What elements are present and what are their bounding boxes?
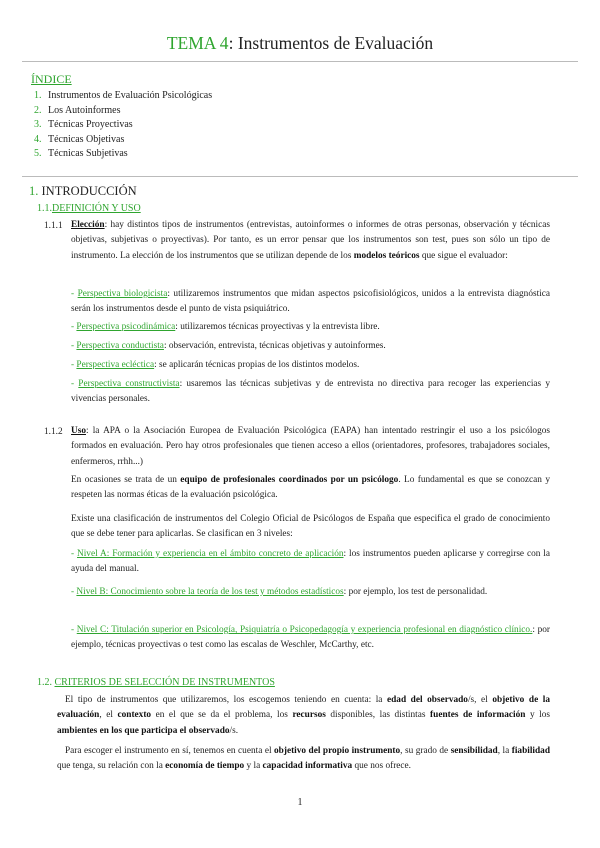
item-number: 1.1.1	[44, 221, 63, 231]
paragraph-criterios	[57, 693, 550, 739]
index-item[interactable]: 3. Técnicas Proyectivas	[34, 119, 133, 131]
bold-term: capacidad informativa	[262, 761, 353, 772]
paragraph-clasificacion: Existe una clasificación de instrumentos del Colegio Oficial de Psicólogos de España que especifica el grado de conocimiento que se debe tener para aplicarlas. Se clasifican en 3 niveles:	[71, 514, 550, 540]
text-run: Para escoger el instrumento en sí, tenemos en cuenta el	[65, 746, 275, 756]
index-list	[34, 89, 212, 162]
bold-term: objetivo del propio instrumento	[274, 746, 401, 756]
text-run: El tipo de instrumentos que utilizaremos, los escogemos teniendo en cuenta: la	[65, 695, 387, 705]
text-run: /s.	[229, 725, 239, 736]
index-item[interactable]: 1. Instrumentos de Evaluación Psicológicas	[34, 90, 213, 101]
bold-term: recursos	[292, 710, 326, 721]
bold-term: contexto	[117, 710, 152, 721]
paragraph-uso: Uso: la APA o la Asociación Europea de Evaluación Psicológica (EAPA) han intentado restringir el uso a los psicólogos formados en evaluación. Pero hay otros profesionales que tienen acceso a ellos (orientadores, profesores, trabajadores sociales, enfermeros, rrhh...)	[71, 426, 550, 467]
level-item: - Nivel B: Conocimiento sobre la teoría de los test y métodos estadísticos: por ejemplo, los test de personalidad.	[71, 587, 488, 597]
text-run: en el que se da el problema, los	[151, 710, 293, 721]
bold-term: objetivo de la evaluación	[57, 695, 550, 721]
bold-term: economía de tiempo	[165, 761, 245, 772]
paragraph-eleccion: Elección: hay distintos tipos de instrumentos (entrevistas, autoinformes o informes de otras personas, observación y técnicas objetivas, subjetivas o proyectivas). Por tanto, es un error pensar que los instrumentos son test, pues son sólo un tipo de instrumento. La elección de los instrumentos que se utilizan depende de los modelos teóricos que sigue el evaluador:	[71, 220, 550, 261]
paragraph-equipo: En ocasiones se trata de un equipo de profesionales coordinados por un psicólogo. Lo fundamental es que se conozcan y respeten las normas éticas de la evaluación psicológica.	[71, 475, 550, 501]
text-run: y la	[244, 761, 263, 772]
bold-term: ambientes en los que participa el observado	[57, 725, 230, 736]
bold-term: edad del observado	[387, 695, 468, 705]
bullet-item: - Perspectiva biologicista: utilizaremos instrumentos que midan aspectos psicofisiológicos, unidos a la entrevista diagnóstica serán los instrumentos desde el punto de vista psiquiátrico.	[71, 289, 551, 315]
text-run: , la	[497, 746, 512, 756]
index-item[interactable]: 4. Técnicas Objetivas	[34, 133, 125, 145]
index-heading[interactable]: ÍNDICE	[31, 72, 72, 86]
index-item[interactable]: 2. Los Autoinformes	[34, 104, 121, 116]
title-rest: Instrumentos de Evaluación	[233, 33, 434, 53]
subsection-heading-1-1: 1.1.DEFINICIÓN Y USO	[37, 203, 141, 214]
text-run: disponibles, las distintas	[325, 710, 431, 721]
text-run: y los	[525, 710, 551, 721]
section-heading: 1. INTRODUCCIÓN	[29, 184, 137, 198]
index-item[interactable]: 5. Técnicas Subjetivas	[34, 148, 128, 160]
bullet-item: - Perspectiva ecléctica: se aplicarán técnicas propias de los distintos modelos.	[71, 360, 360, 370]
title-tema: TEMA 4	[166, 33, 229, 53]
page-title	[0, 33, 600, 54]
index-divider	[22, 176, 578, 177]
bold-term: fuentes de información	[430, 710, 526, 721]
level-item: - Nivel A: Formación y experiencia en el ámbito concreto de aplicación: los instrumentos pueden aplicarse y corregirse con la ayuda del manual.	[71, 549, 550, 575]
text-run: /s, el	[467, 695, 493, 705]
bullet-item: - Perspectiva constructivista: usaremos las técnicas subjetivas y de entrevista no directiva para recoger las experiencias y vivencias personales.	[71, 379, 550, 405]
level-item: - Nivel C: Titulación superior en Psicología, Psiquiatría o Psicopedagogía y experiencia profesional en diagnóstico clínico.: por ejemplo, técnicas proyectivas o test como las escalas de Weschler, McCarthy, etc.	[71, 625, 550, 651]
page-number: 1	[297, 797, 303, 808]
title-colon: :	[228, 33, 234, 53]
bold-term: fiabilidad	[511, 746, 550, 756]
text-run: que tenga, su relación con la	[57, 761, 166, 772]
title-divider	[22, 61, 578, 62]
bold-term: sensibilidad	[450, 746, 498, 756]
item-number: 1.1.2	[44, 427, 63, 437]
text-run: , el	[99, 710, 118, 721]
bullet-item: - Perspectiva conductista: observación, entrevista, técnicas objetivas y autoinformes.	[71, 341, 386, 351]
text-run: , su grado de	[400, 746, 451, 756]
bullet-item: - Perspectiva psicodinámica: utilizaremos técnicas proyectivas y la entrevista libre.	[71, 322, 380, 332]
subsection-heading-1-2: 1.2. CRITERIOS DE SELECCIÓN DE INSTRUMENTOS	[37, 677, 275, 688]
text-run: que nos ofrece.	[352, 761, 412, 772]
paragraph-escoger	[57, 744, 550, 775]
